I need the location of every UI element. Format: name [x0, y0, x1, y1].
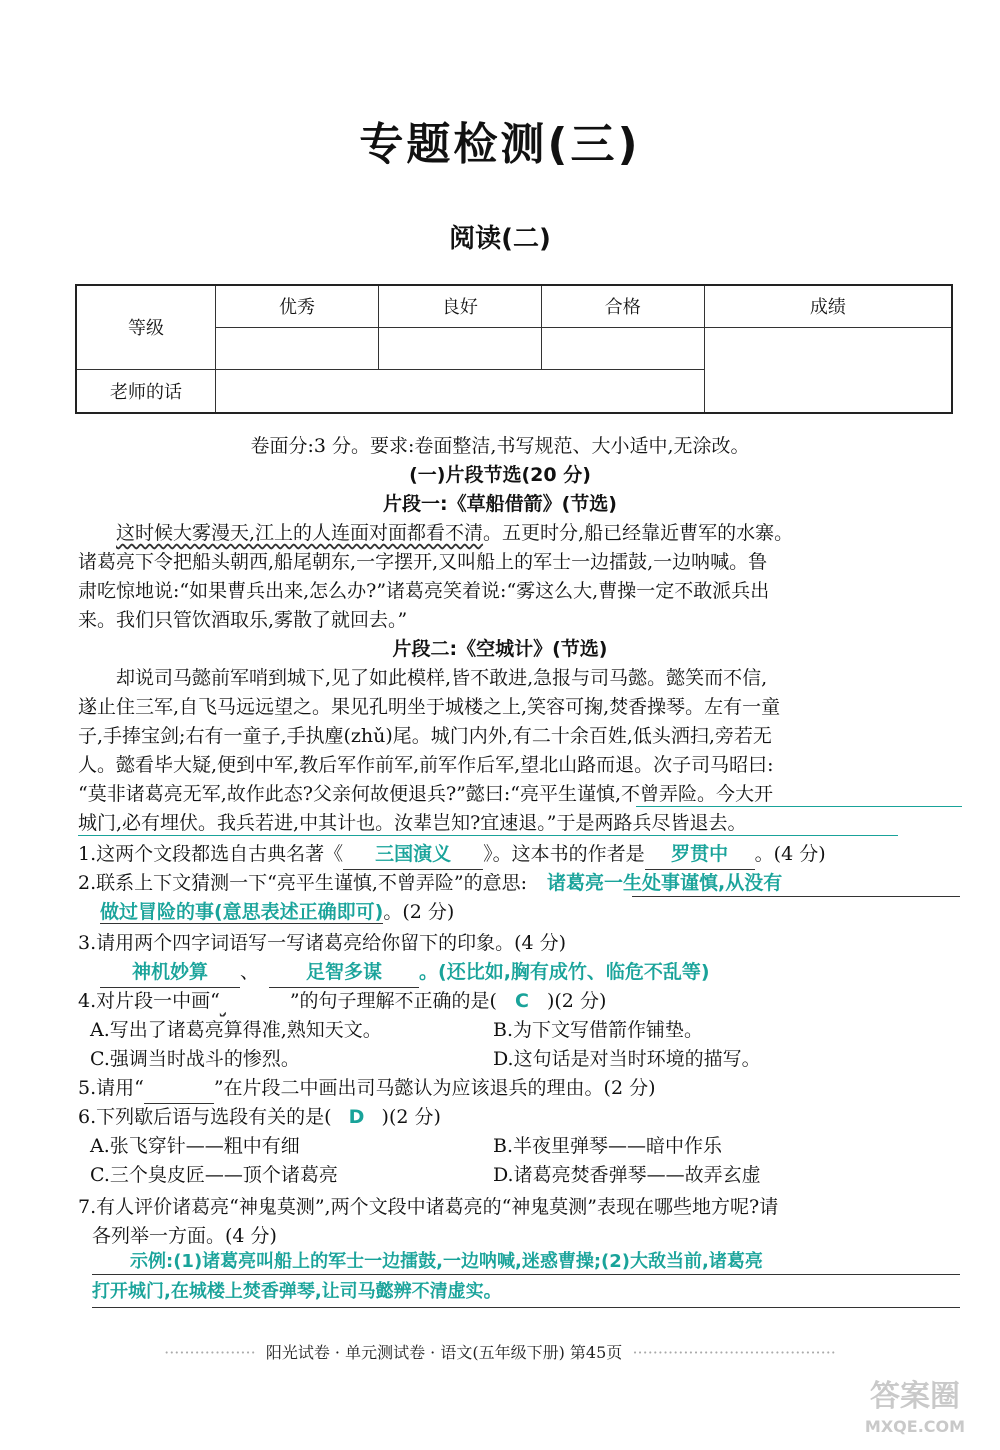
- q6-score: )(2 分): [381, 1106, 441, 1128]
- grade-cell: [541, 327, 704, 369]
- excerpt2-line: 子,手捧宝剑;右有一童子,手执麈(zhǔ)尾。城门内外,有二十余百姓,低头洒扫,旁若无: [78, 725, 772, 747]
- question-2: [78, 869, 782, 898]
- q4-text: ”的句子理解不正确的是(: [289, 990, 497, 1012]
- notice: 卷面分:3 分。要求:卷面整洁,书写规范、大小适中,无涂改。: [250, 435, 750, 457]
- footer-text: 阳光试卷 · 单元测试卷 · 语文(五年级下册) 第45页: [265, 1343, 623, 1362]
- excerpt2-heading: 片段二:《空城计》(节选): [392, 638, 608, 660]
- page-title: 专题检测(三): [359, 119, 641, 170]
- q6-text: 6.下列歇后语与选段有关的是(: [78, 1106, 332, 1128]
- question-3-answers: [100, 958, 710, 988]
- q3-answer-1: 神机妙算: [100, 958, 240, 988]
- watermark-logo: 答案圈 MXQE.COM: [864, 1379, 966, 1436]
- excerpt2-line: 人。懿看毕大疑,便到中军,教后军作前军,前军作后军,望北山路而退。次子司马昭曰:: [78, 754, 774, 776]
- q2-answer-line2: 做过冒险的事(意思表述正确即可): [100, 901, 384, 923]
- q7-answer-line1: 示例:(1)诸葛亮叫船上的军士一边擂鼓,一边呐喊,迷惑曹操;(2)大敌当前,诸葛亮: [130, 1251, 763, 1272]
- q2-answer-line1: 诸葛亮一生处事谨慎,从没有: [547, 872, 783, 894]
- q3-answer-note: 。(还比如,胸有成竹、临危不乱等): [419, 961, 710, 983]
- q3-separator: 、: [240, 961, 260, 983]
- question-7-cont: 各列举一方面。(4 分): [92, 1225, 277, 1247]
- excerpt2-line: 遂止住三军,自飞马远远望之。果见孔明坐于城楼之上,笑容可掬,焚香操琴。左有一童: [78, 696, 781, 718]
- question-4: [78, 987, 606, 1016]
- excerpt1-line: 来。我们只管饮酒取乐,雾散了就回去。”: [78, 609, 408, 631]
- q4-text: 4.对片段一中画“: [78, 990, 220, 1012]
- excerpt2-line: 却说司马懿前军哨到城下,见了如此模样,皆不敢进,急报与司马懿。懿笑而不信,: [116, 667, 768, 689]
- wavy-mark: [220, 987, 290, 1016]
- grade-cell: [378, 327, 541, 369]
- q6-option-a: A.张飞穿针——粗中有细: [90, 1135, 300, 1157]
- q4-option-a: A.写出了诸葛亮算得准,熟知天文。: [90, 1019, 382, 1041]
- q4-option-b: B.为下文写借箭作铺垫。: [493, 1019, 704, 1041]
- q7-answer-line2: 打开城门,在城楼上焚香弹琴,让司马懿辨不清虚实。: [92, 1281, 502, 1302]
- grade-table: [75, 284, 953, 414]
- grade-row-label: 等级: [76, 285, 216, 369]
- grade-good: 良好: [378, 285, 541, 327]
- q1-text: 》。这本书的作者是: [483, 843, 645, 865]
- section-heading: (一)片段节选(20 分): [409, 464, 591, 486]
- teacher-comment-cell: [216, 369, 705, 413]
- grade-excellent: 优秀: [216, 285, 379, 327]
- answer-underline: [636, 806, 962, 807]
- answer-underline: [78, 835, 898, 836]
- grade-cell: [216, 327, 379, 369]
- question-5: [78, 1074, 656, 1104]
- q1-answer-book: 三国演义: [343, 840, 483, 870]
- q2-text: 2.联系上下文猜测一下“亮平生谨慎,不曾弄险”的意思:: [78, 872, 527, 894]
- q5-text: 5.请用“: [78, 1077, 144, 1099]
- excerpt1-line: 肃吃惊地说:“如果曹兵出来,怎么办?”诸葛亮笑着说:“雾这么大,曹操一定不敢派兵出: [78, 580, 770, 602]
- answer-line: [632, 896, 960, 897]
- page-subtitle: 阅读(二): [449, 224, 551, 254]
- q6-answer: D: [348, 1106, 365, 1128]
- q2-score: 。(2 分): [383, 901, 455, 923]
- q4-option-d: D.这句话是对当时环境的描写。: [493, 1048, 761, 1070]
- score-label: 成绩: [704, 285, 952, 327]
- q1-score: 。(4 分): [754, 843, 826, 865]
- question-7: 7.有人评价诸葛亮“神鬼莫测”,两个文段中诸葛亮的“神鬼莫测”表现在哪些地方呢?请: [78, 1196, 779, 1218]
- excerpt1-line: 诸葛亮下令把船头朝西,船尾朝东,一字摆开,又叫船上的军士一边擂鼓,一边呐喊。鲁: [78, 551, 768, 573]
- answer-line: [92, 1307, 960, 1308]
- question-6: [78, 1103, 441, 1132]
- question-3: 3.请用两个四字词语写一写诸葛亮给你留下的印象。(4 分): [78, 932, 567, 954]
- q5-text: ”在片段二中画出司马懿认为应该退兵的理由。(2 分): [213, 1077, 656, 1099]
- question-2-cont: [100, 898, 454, 927]
- q1-answer-author: 罗贯中: [645, 840, 755, 870]
- answer-line: [92, 1274, 960, 1275]
- q1-text: 1.这两个文段都选自古典名著《: [78, 843, 344, 865]
- q6-option-b: B.半夜里弹琴——暗中作乐: [493, 1135, 723, 1157]
- excerpt1-heading: 片段一:《草船借箭》(节选): [383, 493, 617, 515]
- wavy-sentence: 这时候大雾漫天,江上的人连面对面都看不清: [116, 522, 484, 544]
- page-footer: ·················· 阳光试卷 · 单元测试卷 · 语文(五年级下册) 第45页 ········································: [164, 1343, 836, 1362]
- q6-option-c: C.三个臭皮匠——顶个诸葛亮: [90, 1164, 338, 1186]
- q4-option-c: C.强调当时战斗的惨烈。: [90, 1048, 300, 1070]
- excerpt2-line: 城门,必有埋伏。我兵若进,中其计也。汝辈岂知?宜速退。”于是两路兵尽皆退去。: [78, 812, 747, 834]
- score-cell: [704, 327, 952, 413]
- q6-option-d: D.诸葛亮焚香弹琴——故弄玄虚: [493, 1164, 761, 1186]
- teacher-label: 老师的话: [76, 369, 216, 413]
- q4-score: )(2 分): [546, 990, 607, 1012]
- q3-answer-2: 足智多谋: [269, 958, 419, 988]
- excerpt1-text: 。五更时分,船已经靠近曹军的水寨。: [483, 522, 794, 544]
- underline-mark: [144, 1074, 214, 1104]
- excerpt1-line: [78, 519, 958, 548]
- excerpt2-line: “莫非诸葛亮无军,故作此态?父亲何故便退兵?”懿曰:“亮平生谨慎,不曾弄险。今大开: [78, 783, 773, 805]
- question-1: [78, 840, 826, 870]
- q4-answer: C: [515, 990, 529, 1012]
- grade-pass: 合格: [541, 285, 704, 327]
